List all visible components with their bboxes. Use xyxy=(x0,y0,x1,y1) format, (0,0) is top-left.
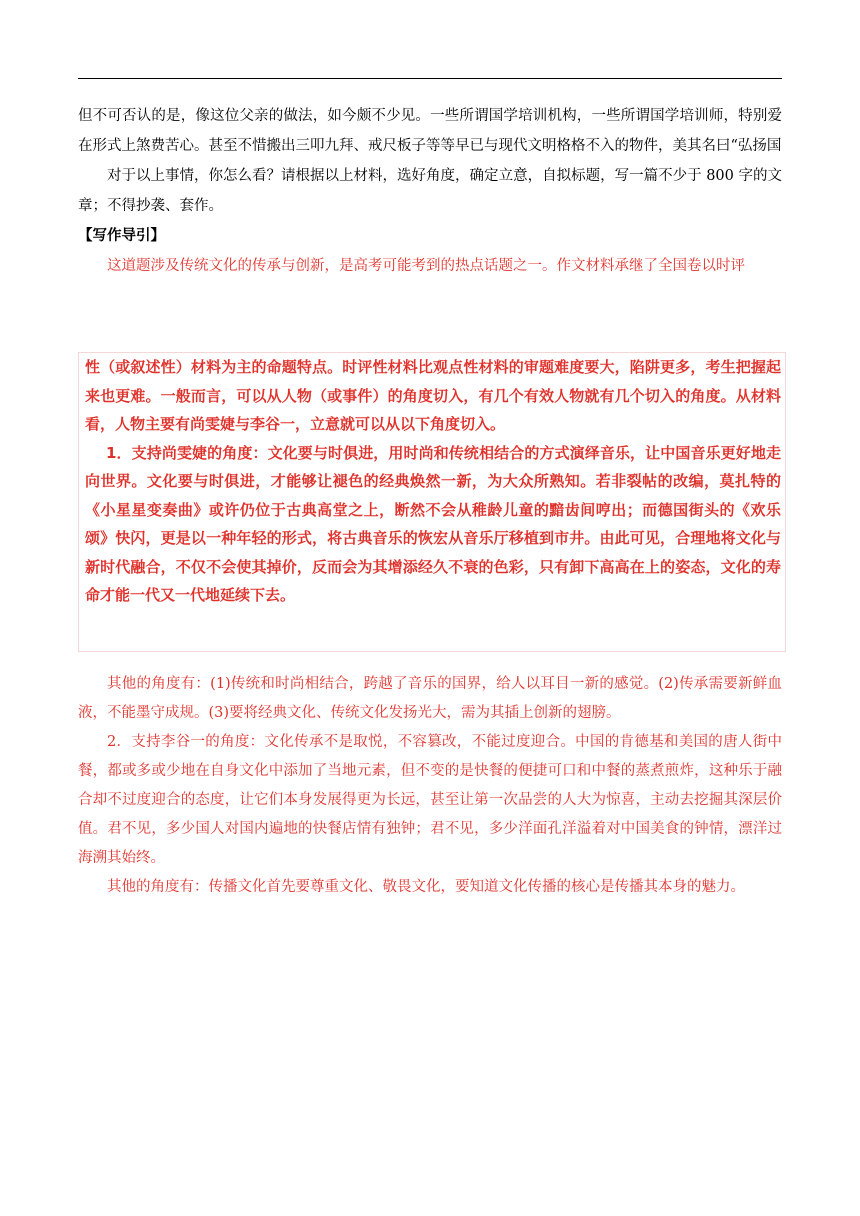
section-heading-writing-guide: 【写作导引】 xyxy=(78,228,165,244)
paragraph-task-prompt: 对于以上事情，你怎么看？请根据以上材料，选好角度，确定立意，自拟标题，写一篇不少于 800 字的文章；不得抄袭、套作。 xyxy=(78,168,782,214)
header-rule xyxy=(78,78,782,79)
document-body-bottom xyxy=(78,670,782,902)
paragraph-material-end: 但不可否认的是，像这位父亲的做法，如今颇不少见。一些所谓国学培训机构，一些所谓国学培训师，特别爱在形式上煞费苦心。甚至不惜搬出三叩九拜、戒尺板子等等早已与现代文明格格不入的物件，美其名曰“弘扬国 xyxy=(78,108,782,154)
image-paragraph-analysis: 性（或叙述性）材料为主的命题特点。时评性材料比观点性材料的审题难度要大，陷阱更多，考生把握起来也更难。一般而言，可以从人物（或事件）的角度切入，有几个有效人物就有几个切入的角度。从材料看，人物主要有尚雯婕与李谷一，立意就可以从以下角度切入。 xyxy=(85,358,781,433)
document-body-top xyxy=(78,101,782,281)
paragraph-other-angles-one: 其他的角度有：(1)传统和时尚相结合，跨越了音乐的国界，给人以耳目一新的感觉。(2)传承需要新鲜血液，不能墨守成规。(3)要将经典文化、传统文化发扬光大，需为其插上创新的翅膀。 xyxy=(78,676,782,721)
image-paragraph-angle-one: 1．支持尚雯婕的角度：文化要与时俱进，用时尚和传统相结合的方式演绎音乐，让中国音乐更好地走向世界。文化要与时俱进，才能够让褪色的经典焕然一新，为大众所熟知。若非裂帖的改编，莫扎特的《小星星变奏曲》或许仍位于古典高堂之上，断然不会从稚龄儿童的黯齿间哼出；而德国街头的《欢乐颂》快闪，更是以一种年轻的形式，将古典音乐的恢宏从音乐厅移植到市井。由此可见，合理地将文化与新时代融合，不仅不会使其掉价，反而会为其增添经久不衰的色彩，只有卸下高高在上的姿态，文化的寿命才能一代又一代地延续下去。 xyxy=(85,443,781,604)
paragraph-guide-intro: 这道题涉及传统文化的传承与创新，是高考可能考到的热点话题之一。作文材料承继了全国卷以时评 xyxy=(107,258,745,274)
paragraph-other-angles-two: 其他的角度有：传播文化首先要尊重文化、敬畏文化，要知道文化传播的核心是传播其本身的魅力。 xyxy=(107,879,745,895)
embedded-text-image xyxy=(78,352,786,652)
paragraph-angle-two: 2．支持李谷一的角度：文化传承不是取悦，不容篡改，不能过度迎合。中国的肯德基和美国的唐人街中餐，都或多或少地在自身文化中添加了当地元素，但不变的是快餐的便捷可口和中餐的蒸煮煎炸，这种乐于融合却不过度迎合的态度，让它们本身发展得更为长远，甚至让第一次品尝的人大为惊喜，主动去挖掘其深层价值。君不见，多少国人对国内遍地的快餐店情有独钟；君不见，多少洋面孔洋溢着对中国美食的钟情，漂洋过海溯其始终。 xyxy=(78,734,782,866)
